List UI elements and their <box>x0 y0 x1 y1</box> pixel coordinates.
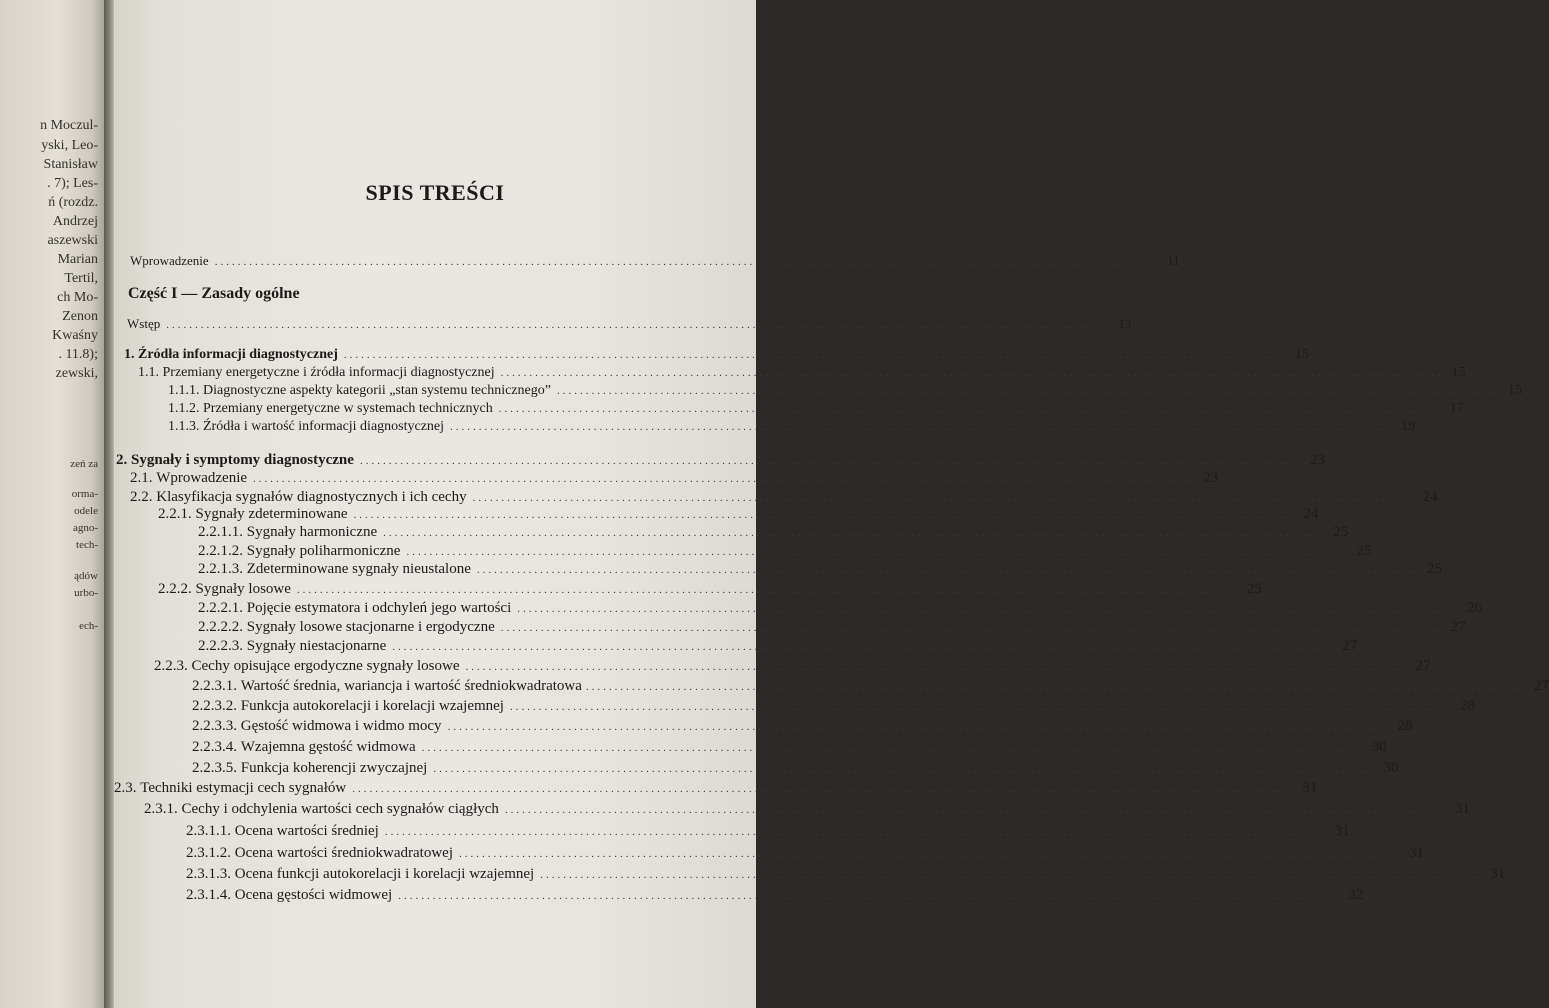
toc-entry-label: Przemiany energetyczne i źródła informacji diagnostycznej <box>162 365 495 380</box>
toc-entry-label: Sygnały zdeterminowane <box>195 506 348 522</box>
toc-entry-page: 32 <box>1348 887 1364 903</box>
toc-leader-dots: .................................................................................................................................................................... <box>465 661 1409 673</box>
toc-entry <box>168 400 1464 418</box>
toc-entry <box>186 844 1424 863</box>
toc-entry <box>198 599 1483 618</box>
toc-entry <box>198 618 1466 637</box>
toc-entry-label: Funkcja autokorelacji i korelacji wzajemnej <box>240 698 504 714</box>
toc-entry-label: Ocena funkcji autokorelacji i korelacji wzajemnej <box>234 866 535 882</box>
toc-entry-label: Gęstość widmowa i widmo mocy <box>240 718 442 734</box>
toc-entry-label: Zdeterminowane sygnały nieustalone <box>246 561 471 577</box>
toc-leader-dots: .................................................................................................................................................................... <box>343 349 1287 361</box>
left-page-fragment: Kwaśny <box>52 328 98 343</box>
toc-entry <box>158 580 1262 599</box>
toc-entry-page: 25 <box>1426 561 1442 577</box>
toc-entry-number: 1.1.2. <box>168 401 200 416</box>
toc-entry-number: 2.2.3.4. <box>192 739 237 755</box>
toc-entry <box>154 657 1431 676</box>
toc-entry-label: Cechy i odchylenia wartości cech sygnałów ciągłych <box>181 801 499 817</box>
toc-entry-number: 2.2.1.2. <box>198 543 243 559</box>
toc-entry-number: 1.1.3. <box>168 419 200 434</box>
left-page-fragment: ń (rozdz. <box>48 195 98 210</box>
left-page-fragment: orma- <box>71 488 98 500</box>
toc-entry <box>116 451 1325 470</box>
toc-entry <box>130 252 1180 271</box>
left-page-fragment: Marian <box>57 252 98 267</box>
left-page-fragment: Zenon <box>62 309 98 324</box>
toc-leader-dots: .................................................................................................................................................................... <box>498 403 1442 415</box>
left-page-fragment: n Moczul- <box>40 118 98 133</box>
toc-leader-dots: .................................................................................................................................................................... <box>517 603 1461 615</box>
toc-entry-label: Ocena wartości średniej <box>234 823 379 839</box>
toc-entry-page: 30 <box>1371 739 1387 755</box>
toc-leader-dots: .................................................................................................................................................................... <box>392 641 1336 653</box>
left-page-fragment: urbo- <box>74 587 98 599</box>
toc-entry-page: 17 <box>1449 401 1464 416</box>
toc-entry <box>124 346 1309 364</box>
toc-entry <box>198 542 1372 561</box>
toc-entry-page: 24 <box>1422 489 1438 505</box>
toc-leader-dots: .................................................................................................................................................................... <box>585 681 1529 693</box>
toc-leader-dots: .................................................................................................................................................................... <box>500 622 1444 634</box>
toc-entry-number: 2.2.3.1. <box>192 678 237 694</box>
toc-entry-label: Sygnały harmoniczne <box>246 524 378 540</box>
toc-entry <box>198 523 1349 542</box>
toc-entry <box>168 382 1522 400</box>
toc-entry-page: 23 <box>1203 470 1219 486</box>
toc-entry-page: 24 <box>1303 506 1319 522</box>
toc-entry-page: 11 <box>1167 253 1180 268</box>
toc-leader-dots: .................................................................................................................................................................... <box>383 527 1327 539</box>
toc-entry-page: 31 <box>1334 823 1350 839</box>
toc-entry-label: Ocena gęstości widmowej <box>234 887 393 903</box>
toc-entry-label: Klasyfikacja sygnałów diagnostycznych i ich cechy <box>156 489 467 505</box>
toc-entry <box>192 759 1399 778</box>
toc-entry-label: Sygnały niestacjonarne <box>246 638 387 654</box>
book-gutter <box>104 0 114 1008</box>
toc-entry-number: 2.2.3.3. <box>192 718 237 734</box>
toc-entry-number: 2.2.3. <box>154 658 188 674</box>
left-page-fragment: . 11.8); <box>58 347 98 362</box>
toc-entry-page: 19 <box>1401 419 1416 434</box>
toc-entry-number: 1.1.1. <box>168 383 200 398</box>
toc-entry-page: 25 <box>1333 524 1349 540</box>
toc-entry-number: 2.2.2.1. <box>198 600 243 616</box>
toc-entry-label: Wprowadzenie <box>156 470 248 486</box>
page-title: SPIS TREŚCI <box>365 180 505 205</box>
toc-leader-dots: .................................................................................................................................................................... <box>476 564 1420 576</box>
toc-entry-number: 2.3.1.3. <box>186 866 231 882</box>
toc-entry-page: 27 <box>1533 678 1549 694</box>
toc-entry-page: 15 <box>1451 365 1466 380</box>
toc-entry-number: 2.3. <box>114 780 137 796</box>
left-facing-page <box>0 0 104 1008</box>
toc-entry-number: 2.3.1. <box>144 801 178 817</box>
toc-entry-label: Techniki estymacji cech sygnałów <box>140 780 347 796</box>
toc-leader-dots: .................................................................................................................................................................... <box>556 385 1500 397</box>
toc-entry-label: Przemiany energetyczne w systemach technicznych <box>203 401 493 416</box>
toc-entry-label: Wartość średnia, wariancja i wartość średniokwadratowa <box>240 678 582 694</box>
toc-entry <box>114 779 1318 798</box>
toc-leader-dots: .................................................................................................................................................................... <box>384 826 1328 838</box>
toc-entry-page: 27 <box>1342 638 1358 654</box>
toc-entry <box>130 469 1219 488</box>
toc-entry-page: 15 <box>1507 383 1522 398</box>
left-page-fragment: yski, Leo- <box>41 138 98 153</box>
left-page-fragment: odele <box>74 505 98 517</box>
toc-leader-dots: .................................................................................................................................................................... <box>353 509 1297 521</box>
toc-entry-page: 30 <box>1383 760 1399 776</box>
toc-entry <box>168 418 1416 436</box>
toc-entry <box>192 697 1475 716</box>
toc-entry-label: Wzajemna gęstość widmowa <box>240 739 416 755</box>
toc-leader-dots: .................................................................................................................................................................... <box>421 742 1365 754</box>
toc-entry-label: Pojęcie estymatora i odchyleń jego wartości <box>246 600 512 616</box>
toc-entry-page: 25 <box>1356 543 1372 559</box>
toc-entry-label: Sygnały poliharmoniczne <box>246 543 401 559</box>
left-page-fragment: agno- <box>72 522 98 534</box>
toc-leader-dots: .................................................................................................................................................................... <box>398 890 1342 902</box>
toc-entry <box>186 822 1350 841</box>
toc-entry <box>144 800 1470 819</box>
toc-entry-label: Ocena wartości średniokwadratowej <box>234 845 453 861</box>
left-page-fragment: tech- <box>76 539 98 551</box>
toc-entry-label: Wstęp <box>127 316 161 331</box>
toc-leader-dots: .................................................................................................................................................................... <box>509 701 1453 713</box>
toc-entry-number: 2.1. <box>130 470 153 486</box>
toc-entry-page: 31 <box>1490 866 1506 882</box>
toc-entry-number: 2.2.1.3. <box>198 561 243 577</box>
toc-entry-label: Źródła i wartość informacji diagnostycznej <box>203 419 445 434</box>
toc-leader-dots: .................................................................................................................................................................... <box>459 848 1402 860</box>
toc-leader-dots: .................................................................................................................................................................... <box>214 256 1158 268</box>
toc-leader-dots: .................................................................................................................................................................... <box>433 763 1377 775</box>
toc-entry-label: Diagnostyczne aspekty kategorii „stan systemu technicznego” <box>203 383 551 398</box>
toc-entry <box>198 560 1442 579</box>
toc-page <box>114 0 1549 1008</box>
toc-entry-page: 25 <box>1246 581 1262 597</box>
toc-leader-dots: .................................................................................................................................................................... <box>359 455 1303 467</box>
toc-entry-page: 28 <box>1459 698 1475 714</box>
toc-entry-number: 2.3.1.1. <box>186 823 231 839</box>
toc-entry-number: 2.2.2.3. <box>198 638 243 654</box>
toc-entry-page: 31 <box>1302 780 1318 796</box>
toc-leader-dots: .................................................................................................................................................................... <box>447 721 1391 733</box>
toc-entry <box>186 886 1364 905</box>
toc-entry-page: 15 <box>1294 347 1309 362</box>
left-page-fragment: Andrzej <box>52 214 98 229</box>
toc-leader-dots: .................................................................................................................................................................... <box>450 421 1394 433</box>
left-page-fragment: Stanisław <box>43 157 98 172</box>
toc-leader-dots: .................................................................................................................................................................... <box>500 367 1444 379</box>
toc-entry-page: 23 <box>1309 452 1325 468</box>
toc-leader-dots: .................................................................................................................................................................... <box>504 804 1448 816</box>
toc-entry <box>158 505 1319 524</box>
toc-leader-dots: .................................................................................................................................................................... <box>472 492 1416 504</box>
part-heading: Część I — Zasady ogólne <box>128 285 300 302</box>
toc-entry-number: 2.2.2.2. <box>198 619 243 635</box>
toc-entry-label: Cechy opisujące ergodyczne sygnały losowe <box>191 658 460 674</box>
toc-entry-number: 1.1. <box>138 365 159 380</box>
left-page-fragment: zewski, <box>55 366 98 381</box>
toc-entry-page: 27 <box>1450 619 1466 635</box>
toc-entry-number: 2.3.1.4. <box>186 887 231 903</box>
toc-entry-page: 26 <box>1467 600 1483 616</box>
toc-leader-dots: .................................................................................................................................................................... <box>296 584 1240 596</box>
toc-entry-number: 2.2.3.2. <box>192 698 237 714</box>
toc-entry-label: Wprowadzenie <box>130 253 209 268</box>
toc-entry-page: 28 <box>1397 718 1413 734</box>
toc-entry-page: 31 <box>1409 845 1424 861</box>
toc-entry-number: 2.3.1.2. <box>186 845 231 861</box>
toc-entry-label: Sygnały i symptomy diagnostyczne <box>131 452 354 468</box>
toc-entry-number: 2.2. <box>130 489 153 505</box>
toc-entry-number: 2.2.1.1. <box>198 524 243 540</box>
toc-leader-dots: .................................................................................................................................................................... <box>540 869 1484 881</box>
toc-entry-page: 27 <box>1415 658 1431 674</box>
toc-entry-number: 2.2.3.5. <box>192 760 237 776</box>
left-page-fragment: zeń za <box>70 458 98 470</box>
toc-entry-label: Sygnały losowe stacjonarne i ergodyczne <box>246 619 495 635</box>
toc-leader-dots: .................................................................................................................................................................... <box>406 546 1350 558</box>
toc-entry-number: 2.2.1. <box>158 506 192 522</box>
toc-entry-label: Źródła informacji diagnostycznej <box>138 347 338 362</box>
toc-entry <box>186 865 1506 884</box>
toc-leader-dots: .................................................................................................................................................................... <box>166 319 1110 331</box>
toc-entry <box>192 677 1549 696</box>
toc-entry <box>127 315 1132 334</box>
left-page-fragment: Tertil, <box>64 271 98 286</box>
toc-entry <box>198 637 1358 656</box>
toc-entry <box>192 738 1387 757</box>
left-page-fragment: ech- <box>79 620 98 632</box>
toc-entry-page: 13 <box>1118 316 1132 331</box>
toc-entry-page: 31 <box>1454 801 1470 817</box>
toc-entry-label: Sygnały losowe <box>195 581 291 597</box>
left-page-fragment: ch Mo- <box>57 290 98 305</box>
left-page-fragment: . 7); Les- <box>47 176 98 191</box>
toc-entry-label: Funkcja koherencji zwyczajnej <box>240 760 428 776</box>
toc-entry-number: 2.2.2. <box>158 581 192 597</box>
toc-leader-dots: .................................................................................................................................................................... <box>352 783 1296 795</box>
toc-entry-number: 2. <box>116 452 128 468</box>
left-page-fragment: aszewski <box>47 233 98 248</box>
left-page-fragment: ądów <box>74 570 98 582</box>
toc-entry-number: 1. <box>124 347 135 362</box>
toc-leader-dots: .................................................................................................................................................................... <box>253 473 1197 485</box>
toc-entry <box>138 364 1466 382</box>
toc-entry <box>192 717 1413 736</box>
